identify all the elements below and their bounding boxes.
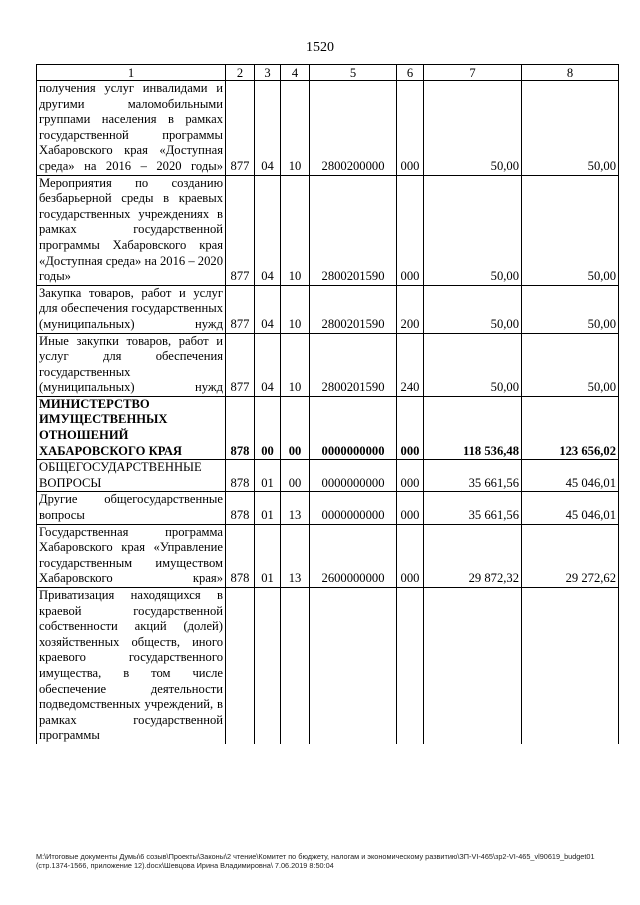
cell-grbs: 877 [226, 81, 255, 176]
header-cell: 1 [37, 65, 226, 81]
cell-subsection: 10 [281, 81, 310, 176]
cell-expense-type: 000 [397, 81, 424, 176]
cell-grbs: 878 [226, 492, 255, 524]
file-path-footer: М:\Итоговые документы Думы\6 созыв\Проекты\Законы\2 чтение\Комитет по бюджету, налогам и экономическому развитию\ЗП-VI-465\зр2-VI-465_vl90619_budget01 (стр.1374-1566, приложение 12).docx\Шевцова Ирина Владимировна\ 7.06.2019 8:50:04 [36, 852, 595, 870]
row-name: Государственная программа Хабаровского края «Управление государственным имуществом Хабаровского края» [37, 524, 226, 587]
cell-section [255, 588, 281, 744]
cell-amount-2: 45 046,01 [522, 460, 619, 492]
table-row [37, 524, 619, 587]
cell-amount-1: 50,00 [424, 175, 522, 285]
cell-expense-type: 000 [397, 460, 424, 492]
header-cell: 3 [255, 65, 281, 81]
cell-amount-1: 35 661,56 [424, 460, 522, 492]
cell-amount-1: 50,00 [424, 333, 522, 396]
row-name: Другие общегосударственные вопросы [37, 492, 226, 524]
cell-amount-1: 50,00 [424, 81, 522, 176]
cell-amount-2: 45 046,01 [522, 492, 619, 524]
cell-grbs: 877 [226, 175, 255, 285]
cell-amount-2: 50,00 [522, 81, 619, 176]
budget-table [36, 64, 619, 744]
row-name: ОБЩЕГОСУДАРСТВЕННЫЕ ВОПРОСЫ [37, 460, 226, 492]
cell-subsection [281, 588, 310, 744]
cell-section: 04 [255, 175, 281, 285]
table-row [37, 81, 619, 176]
header-cell: 2 [226, 65, 255, 81]
cell-target: 0000000000 [310, 460, 397, 492]
row-name: получения услуг инвалидами и другими маломобильными группами населения в рамках государственной программы Хабаровского края «Доступная среда» на 2016 – 2020 годы» [37, 81, 226, 176]
cell-target: 0000000000 [310, 396, 397, 459]
header-cell: 6 [397, 65, 424, 81]
cell-grbs: 878 [226, 460, 255, 492]
cell-subsection: 10 [281, 175, 310, 285]
table-row [37, 333, 619, 396]
cell-section: 04 [255, 285, 281, 333]
cell-section: 04 [255, 333, 281, 396]
table-row [37, 460, 619, 492]
cell-section: 01 [255, 460, 281, 492]
cell-amount-2: 29 272,62 [522, 524, 619, 587]
cell-target: 2600000000 [310, 524, 397, 587]
cell-expense-type: 000 [397, 524, 424, 587]
cell-expense-type: 200 [397, 285, 424, 333]
cell-section: 00 [255, 396, 281, 459]
cell-grbs: 878 [226, 396, 255, 459]
header-cell: 8 [522, 65, 619, 81]
cell-target [310, 588, 397, 744]
cell-amount-1: 50,00 [424, 285, 522, 333]
cell-amount-1: 35 661,56 [424, 492, 522, 524]
table-row [37, 175, 619, 285]
cell-amount-2 [522, 588, 619, 744]
header-cell: 5 [310, 65, 397, 81]
cell-expense-type: 240 [397, 333, 424, 396]
cell-subsection: 00 [281, 396, 310, 459]
page-number: 1520 [306, 40, 334, 55]
cell-subsection: 10 [281, 333, 310, 396]
cell-amount-1 [424, 588, 522, 744]
row-name: Мероприятия по созданию безбарьерной среды в краевых государственных учреждениях в рамках государственной программы Хабаровского края «Доступная среда» на 2016 – 2020 годы» [37, 175, 226, 285]
table-row [37, 396, 619, 459]
cell-expense-type: 000 [397, 396, 424, 459]
cell-expense-type: 000 [397, 175, 424, 285]
cell-subsection: 10 [281, 285, 310, 333]
row-name: Приватизация находящихся в краевой государственной собственности акций (долей) хозяйственных обществ, иного краевого государственного имущества, в том числе обеспечение деятельности подведомственных учреждений, в рамках государственной программы [37, 588, 226, 744]
table-row [37, 588, 619, 744]
cell-target: 2800201590 [310, 175, 397, 285]
cell-subsection: 13 [281, 524, 310, 587]
cell-target: 0000000000 [310, 492, 397, 524]
cell-amount-2: 50,00 [522, 175, 619, 285]
cell-grbs: 877 [226, 333, 255, 396]
cell-grbs [226, 588, 255, 744]
cell-amount-1: 29 872,32 [424, 524, 522, 587]
cell-section: 04 [255, 81, 281, 176]
table-row [37, 285, 619, 333]
cell-target: 2800200000 [310, 81, 397, 176]
table-row [37, 492, 619, 524]
row-name: МИНИСТЕРСТВО ИМУЩЕСТВЕННЫХ ОТНОШЕНИЙ ХАБАРОВСКОГО КРАЯ [37, 396, 226, 459]
cell-section: 01 [255, 524, 281, 587]
row-name: Закупка товаров, работ и услуг для обеспечения государственных (муниципальных) нужд [37, 285, 226, 333]
cell-expense-type: 000 [397, 492, 424, 524]
cell-section: 01 [255, 492, 281, 524]
row-name: Иные закупки товаров, работ и услуг для обеспечения государственных (муниципальных) нужд [37, 333, 226, 396]
cell-target: 2800201590 [310, 333, 397, 396]
cell-amount-2: 50,00 [522, 285, 619, 333]
cell-amount-2: 50,00 [522, 333, 619, 396]
cell-subsection: 13 [281, 492, 310, 524]
header-cell: 7 [424, 65, 522, 81]
cell-amount-1: 118 536,48 [424, 396, 522, 459]
cell-target: 2800201590 [310, 285, 397, 333]
header-row [37, 65, 619, 81]
cell-subsection: 00 [281, 460, 310, 492]
header-cell: 4 [281, 65, 310, 81]
cell-expense-type [397, 588, 424, 744]
cell-amount-2: 123 656,02 [522, 396, 619, 459]
cell-grbs: 877 [226, 285, 255, 333]
cell-grbs: 878 [226, 524, 255, 587]
